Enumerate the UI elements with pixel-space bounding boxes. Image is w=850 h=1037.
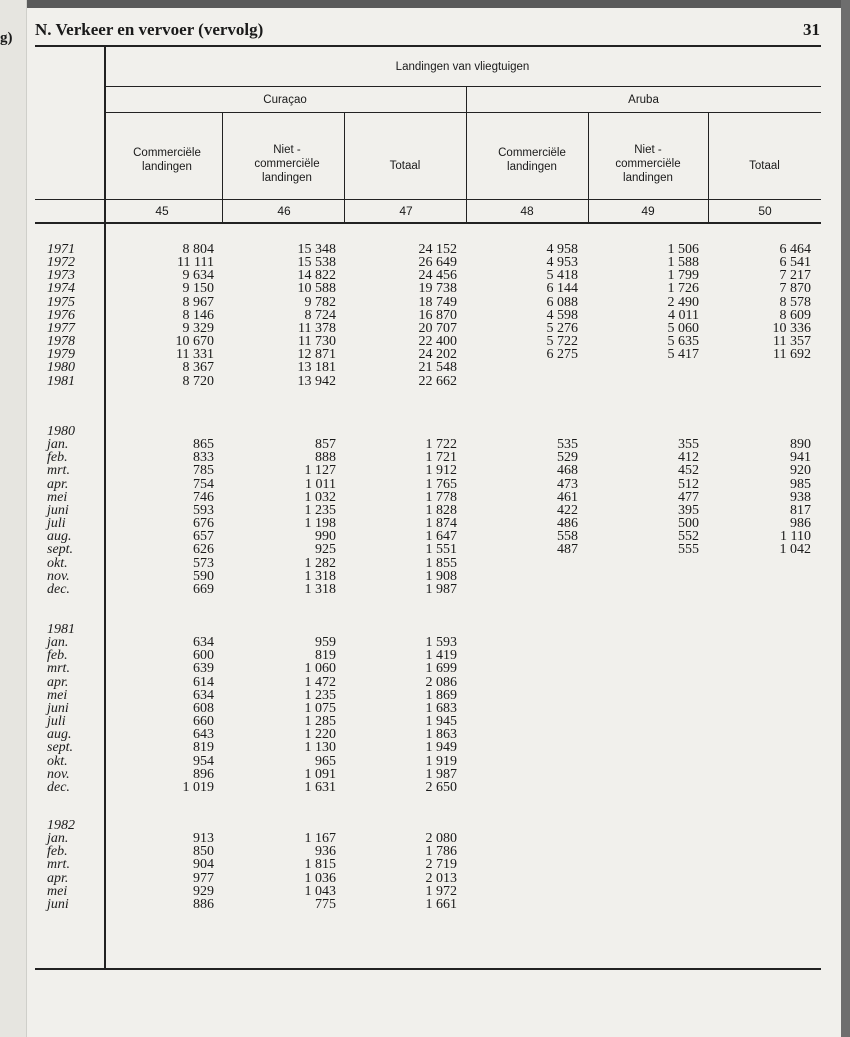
table-cell: 2 490 bbox=[667, 294, 699, 310]
table-cell: 676 bbox=[193, 516, 214, 532]
table-cell: 639 bbox=[193, 661, 214, 677]
table-cell: 1 631 bbox=[304, 779, 336, 795]
table-cell: 487 bbox=[557, 542, 578, 558]
table-cell: 819 bbox=[315, 648, 336, 664]
table-cell: 754 bbox=[193, 476, 214, 492]
row-label: okt. bbox=[47, 555, 68, 571]
table-cell: 2 086 bbox=[425, 674, 457, 690]
table-cell: 965 bbox=[315, 753, 336, 769]
table-cell: 1 220 bbox=[304, 727, 336, 743]
table-cell: 817 bbox=[790, 502, 811, 518]
column-heading: Totaal bbox=[749, 160, 780, 172]
table-cell: 1 419 bbox=[425, 648, 457, 664]
table-cell: 14 822 bbox=[297, 268, 336, 284]
table-cell: 11 111 bbox=[177, 255, 214, 271]
row-label: juni bbox=[47, 700, 69, 716]
table-cell: 1 019 bbox=[182, 779, 214, 795]
table-cell: 626 bbox=[193, 542, 214, 558]
table-cell: 857 bbox=[315, 437, 336, 453]
row-label: jan. bbox=[47, 437, 69, 453]
column-number: 46 bbox=[277, 204, 291, 218]
table-cell: 395 bbox=[678, 502, 699, 518]
table-cell: 986 bbox=[790, 516, 811, 532]
section-label: 1980 bbox=[47, 424, 75, 439]
table-cell: 1 043 bbox=[304, 883, 336, 899]
previous-page-edge bbox=[0, 0, 27, 1037]
table-cell: 18 749 bbox=[418, 294, 457, 310]
table-cell: 8 367 bbox=[182, 360, 214, 376]
table-cell: 11 331 bbox=[176, 347, 214, 363]
table-cell: 552 bbox=[678, 529, 699, 545]
row-label: apr. bbox=[47, 476, 69, 492]
row-label: mrt. bbox=[47, 661, 70, 677]
table-cell: 886 bbox=[193, 896, 214, 912]
previous-page-mark: g) bbox=[0, 30, 13, 46]
scan-top-edge bbox=[0, 0, 850, 8]
table-cell: 1 032 bbox=[304, 489, 336, 505]
table-cell: 1 661 bbox=[425, 896, 457, 912]
table-cell: 5 635 bbox=[667, 334, 699, 350]
table-cell: 865 bbox=[193, 437, 214, 453]
table-cell: 500 bbox=[678, 516, 699, 532]
table-cell: 990 bbox=[315, 529, 336, 545]
group-heading-aruba: Aruba bbox=[628, 94, 659, 106]
table-cell: 1 722 bbox=[425, 437, 457, 453]
row-label: juni bbox=[47, 502, 69, 518]
table-cell: 1 699 bbox=[425, 661, 457, 677]
table-cell: 600 bbox=[193, 648, 214, 664]
table-cell: 6 464 bbox=[779, 242, 811, 257]
table-cell: 1 908 bbox=[425, 568, 457, 584]
table-cell: 819 bbox=[193, 740, 214, 756]
table-cell: 11 357 bbox=[773, 334, 811, 350]
row-label: mei bbox=[47, 883, 68, 899]
column-heading: Commerciële landingen bbox=[133, 147, 201, 173]
table-cell: 473 bbox=[557, 476, 578, 492]
column-heading: Totaal bbox=[389, 160, 421, 172]
table-cell: 9 150 bbox=[182, 281, 214, 297]
page-number: 31 bbox=[803, 20, 820, 39]
table-cell: 5 060 bbox=[667, 320, 699, 336]
table-cell: 1 198 bbox=[304, 516, 336, 532]
column-heading: Niet - commerciële landingen bbox=[254, 144, 320, 184]
column-divider bbox=[588, 112, 589, 222]
table-cell: 1 167 bbox=[304, 831, 336, 847]
table-cell: 8 609 bbox=[779, 307, 811, 323]
row-label: sept. bbox=[47, 740, 74, 756]
table-cell: 920 bbox=[790, 463, 811, 479]
row-label: okt. bbox=[47, 753, 68, 769]
table-cell: 1 721 bbox=[425, 450, 457, 466]
table-cell: 1 647 bbox=[425, 529, 457, 545]
table-cell: 660 bbox=[193, 714, 214, 730]
table-cell: 7 217 bbox=[779, 268, 811, 284]
table-cell: 1 972 bbox=[425, 883, 457, 899]
table-cell: 1 060 bbox=[304, 661, 336, 677]
table-cell: 1 869 bbox=[425, 687, 457, 703]
table-cell: 1 235 bbox=[304, 502, 336, 518]
table-cell: 1 318 bbox=[304, 581, 336, 597]
table-cell: 10 670 bbox=[175, 334, 214, 350]
table-cell: 24 152 bbox=[418, 242, 457, 257]
table-cell: 6 541 bbox=[779, 255, 811, 271]
table-cell: 1 110 bbox=[780, 529, 811, 545]
table-cell: 355 bbox=[678, 437, 699, 453]
table-cell: 1 778 bbox=[425, 489, 457, 505]
table-cell: 2 013 bbox=[425, 870, 457, 886]
table-cell: 11 730 bbox=[298, 334, 336, 350]
table-cell: 16 870 bbox=[418, 307, 457, 323]
table-cell: 1 765 bbox=[425, 476, 457, 492]
table-cell: 7 870 bbox=[779, 281, 811, 297]
table-cell: 896 bbox=[193, 766, 214, 782]
column-heading: Niet - commerciële landingen bbox=[615, 144, 681, 184]
row-label: 1976 bbox=[47, 307, 75, 323]
table-cell: 4 958 bbox=[546, 242, 578, 257]
table-cell: 555 bbox=[678, 542, 699, 558]
table-cell: 1 593 bbox=[425, 635, 457, 651]
table-cell: 461 bbox=[557, 489, 578, 505]
row-label: 1979 bbox=[47, 347, 75, 363]
header-rule bbox=[104, 86, 821, 87]
section-label: 1981 bbox=[47, 622, 75, 637]
table-cell: 2 650 bbox=[425, 779, 457, 795]
table-cell: 1 726 bbox=[667, 281, 699, 297]
table-cell: 669 bbox=[193, 581, 214, 597]
table-cell: 11 692 bbox=[773, 347, 811, 363]
row-label: juli bbox=[47, 516, 66, 532]
row-label: nov. bbox=[47, 568, 70, 584]
table-cell: 477 bbox=[678, 489, 699, 505]
table-cell: 913 bbox=[193, 831, 214, 847]
table-cell: 21 548 bbox=[418, 360, 457, 376]
table-cell: 938 bbox=[790, 489, 811, 505]
row-label: mei bbox=[47, 687, 68, 703]
table-cell: 512 bbox=[678, 476, 699, 492]
table-cell: 1 987 bbox=[425, 766, 457, 782]
table-cell: 1 036 bbox=[304, 870, 336, 886]
table-cell: 1 282 bbox=[304, 555, 336, 571]
table-cell: 925 bbox=[315, 542, 336, 558]
row-label: jan. bbox=[47, 635, 69, 651]
table-cell: 1 318 bbox=[304, 568, 336, 584]
table-cell: 412 bbox=[678, 450, 699, 466]
row-label: feb. bbox=[47, 648, 68, 664]
table-cell: 2 719 bbox=[425, 857, 457, 873]
table-cell: 24 202 bbox=[418, 347, 457, 363]
row-label: feb. bbox=[47, 844, 68, 860]
table-cell: 1 874 bbox=[425, 516, 457, 532]
table-cell: 593 bbox=[193, 502, 214, 518]
table-cell: 785 bbox=[193, 463, 214, 479]
column-divider bbox=[222, 112, 223, 222]
row-label: 1980 bbox=[47, 360, 75, 376]
row-label: 1971 bbox=[47, 242, 75, 257]
table-cell: 1 815 bbox=[304, 857, 336, 873]
row-label: 1972 bbox=[47, 255, 75, 271]
table-cell: 8 724 bbox=[304, 307, 336, 323]
table-cell: 904 bbox=[193, 857, 214, 873]
table-cell: 4 011 bbox=[668, 307, 699, 323]
table-cell: 15 538 bbox=[297, 255, 336, 271]
row-label: juli bbox=[47, 714, 66, 730]
table-cell: 1 945 bbox=[425, 714, 457, 730]
table-cell: 1 588 bbox=[667, 255, 699, 271]
table-bottom-rule bbox=[35, 968, 821, 970]
table-cell: 985 bbox=[790, 476, 811, 492]
table-cell: 1 075 bbox=[304, 700, 336, 716]
table-cell: 833 bbox=[193, 450, 214, 466]
table-cell: 1 786 bbox=[425, 844, 457, 860]
table-cell: 954 bbox=[193, 753, 214, 769]
table-cell: 10 336 bbox=[772, 320, 811, 336]
row-label: 1973 bbox=[47, 268, 75, 284]
table-cell: 22 662 bbox=[418, 373, 457, 389]
column-heading: Commerciële landingen bbox=[498, 147, 566, 173]
row-label: mrt. bbox=[47, 857, 70, 873]
group-heading-curacao: Curaçao bbox=[263, 94, 307, 106]
table-cell: 9 329 bbox=[182, 320, 214, 336]
row-label: sept. bbox=[47, 542, 74, 558]
table-cell: 1 919 bbox=[425, 753, 457, 769]
table-cell: 746 bbox=[193, 489, 214, 505]
column-number: 49 bbox=[641, 204, 655, 218]
table-cell: 468 bbox=[557, 463, 578, 479]
table-cell: 4 953 bbox=[546, 255, 578, 271]
table-cell: 535 bbox=[557, 437, 578, 453]
table-cell: 10 588 bbox=[297, 281, 336, 297]
column-number: 50 bbox=[758, 204, 772, 218]
header-rule bbox=[104, 112, 821, 113]
table-cell: 1 912 bbox=[425, 463, 457, 479]
table-cell: 558 bbox=[557, 529, 578, 545]
row-label: aug. bbox=[47, 727, 72, 743]
table-cell: 1 472 bbox=[304, 674, 336, 690]
row-label: aug. bbox=[47, 529, 72, 545]
table-cell: 13 181 bbox=[297, 360, 336, 376]
column-number: 47 bbox=[399, 204, 413, 218]
row-label: mrt. bbox=[47, 463, 70, 479]
table-cell: 8 967 bbox=[182, 294, 214, 310]
table-cell: 1 011 bbox=[305, 476, 336, 492]
stub-divider bbox=[104, 46, 106, 968]
table-cell: 1 855 bbox=[425, 555, 457, 571]
column-number: 45 bbox=[155, 204, 169, 218]
table-cell: 11 378 bbox=[298, 320, 336, 336]
table-cell: 422 bbox=[557, 502, 578, 518]
table-cell: 6 275 bbox=[546, 347, 578, 363]
table-cell: 20 707 bbox=[418, 320, 457, 336]
table-top-rule bbox=[35, 45, 821, 47]
page-binding-edge bbox=[841, 0, 850, 1037]
row-label: juni bbox=[47, 896, 69, 912]
row-label: apr. bbox=[47, 870, 69, 886]
table-cell: 22 400 bbox=[418, 334, 457, 350]
row-label: 1975 bbox=[47, 294, 75, 310]
table-cell: 1 799 bbox=[667, 268, 699, 284]
table-cell: 634 bbox=[193, 687, 214, 703]
table-cell: 1 042 bbox=[779, 542, 811, 558]
table-cell: 1 506 bbox=[667, 242, 699, 257]
row-label: dec. bbox=[47, 581, 70, 597]
table-cell: 1 683 bbox=[425, 700, 457, 716]
table-cell: 9 782 bbox=[304, 294, 336, 310]
table-cell: 657 bbox=[193, 529, 214, 545]
table-cell: 26 649 bbox=[418, 255, 457, 271]
table-cell: 6 144 bbox=[546, 281, 578, 297]
table-cell: 452 bbox=[678, 463, 699, 479]
table-cell: 941 bbox=[790, 450, 811, 466]
table-cell: 9 634 bbox=[182, 268, 214, 284]
table-cell: 486 bbox=[557, 516, 578, 532]
page-title: N. Verkeer en vervoer (vervolg) bbox=[35, 20, 264, 39]
table-cell: 5 722 bbox=[546, 334, 578, 350]
row-label: mei bbox=[47, 489, 68, 505]
header-rule bbox=[35, 199, 821, 200]
table-cell: 959 bbox=[315, 635, 336, 651]
table-cell: 1 987 bbox=[425, 581, 457, 597]
table-cell: 19 738 bbox=[418, 281, 457, 297]
row-label: jan. bbox=[47, 831, 69, 847]
table-cell: 929 bbox=[193, 883, 214, 899]
table-cell: 1 863 bbox=[425, 727, 457, 743]
table-cell: 5 418 bbox=[546, 268, 578, 284]
table-cell: 573 bbox=[193, 555, 214, 571]
table-cell: 1 551 bbox=[425, 542, 457, 558]
table-cell: 4 598 bbox=[546, 307, 578, 323]
table-cell: 15 348 bbox=[297, 242, 336, 257]
table-cell: 590 bbox=[193, 568, 214, 584]
table-cell: 12 871 bbox=[297, 347, 336, 363]
table-cell: 888 bbox=[315, 450, 336, 466]
table-cell: 775 bbox=[315, 896, 336, 912]
row-label: feb. bbox=[47, 450, 68, 466]
table-cell: 1 285 bbox=[304, 714, 336, 730]
row-label: apr. bbox=[47, 674, 69, 690]
table-cell: 1 130 bbox=[304, 740, 336, 756]
table-cell: 890 bbox=[790, 437, 811, 453]
row-label: 1981 bbox=[47, 373, 75, 389]
table-cell: 5 276 bbox=[546, 320, 578, 336]
row-label: 1978 bbox=[47, 334, 75, 350]
table-cell: 643 bbox=[193, 727, 214, 743]
table-cell: 1 949 bbox=[425, 740, 457, 756]
table-cell: 936 bbox=[315, 844, 336, 860]
table-cell: 8 720 bbox=[182, 373, 214, 389]
row-label: 1974 bbox=[47, 281, 75, 297]
row-label: 1977 bbox=[47, 320, 75, 336]
table-cell: 1 091 bbox=[304, 766, 336, 782]
table-cell: 634 bbox=[193, 635, 214, 651]
table-heading: Landingen van vliegtuigen bbox=[395, 61, 530, 73]
table-cell: 529 bbox=[557, 450, 578, 466]
table-cell: 5 417 bbox=[667, 347, 699, 363]
table-cell: 6 088 bbox=[546, 294, 578, 310]
table-cell: 1 828 bbox=[425, 502, 457, 518]
table-cell: 13 942 bbox=[297, 373, 336, 389]
table-cell: 8 578 bbox=[779, 294, 811, 310]
group-divider bbox=[466, 87, 467, 222]
table-cell: 24 456 bbox=[418, 268, 457, 284]
table-cell: 614 bbox=[193, 674, 214, 690]
table-cell: 1 235 bbox=[304, 687, 336, 703]
row-label: nov. bbox=[47, 766, 70, 782]
table-cell: 977 bbox=[193, 870, 214, 886]
table-cell: 1 127 bbox=[304, 463, 336, 479]
table-cell: 2 080 bbox=[425, 831, 457, 847]
section-label: 1982 bbox=[47, 818, 75, 833]
table-cell: 850 bbox=[193, 844, 214, 860]
row-label: dec. bbox=[47, 779, 70, 795]
column-number: 48 bbox=[520, 204, 534, 218]
table-cell: 608 bbox=[193, 700, 214, 716]
table-cell: 8 146 bbox=[182, 307, 214, 323]
table-cell: 8 804 bbox=[182, 242, 214, 257]
header-bottom-rule bbox=[35, 222, 821, 224]
